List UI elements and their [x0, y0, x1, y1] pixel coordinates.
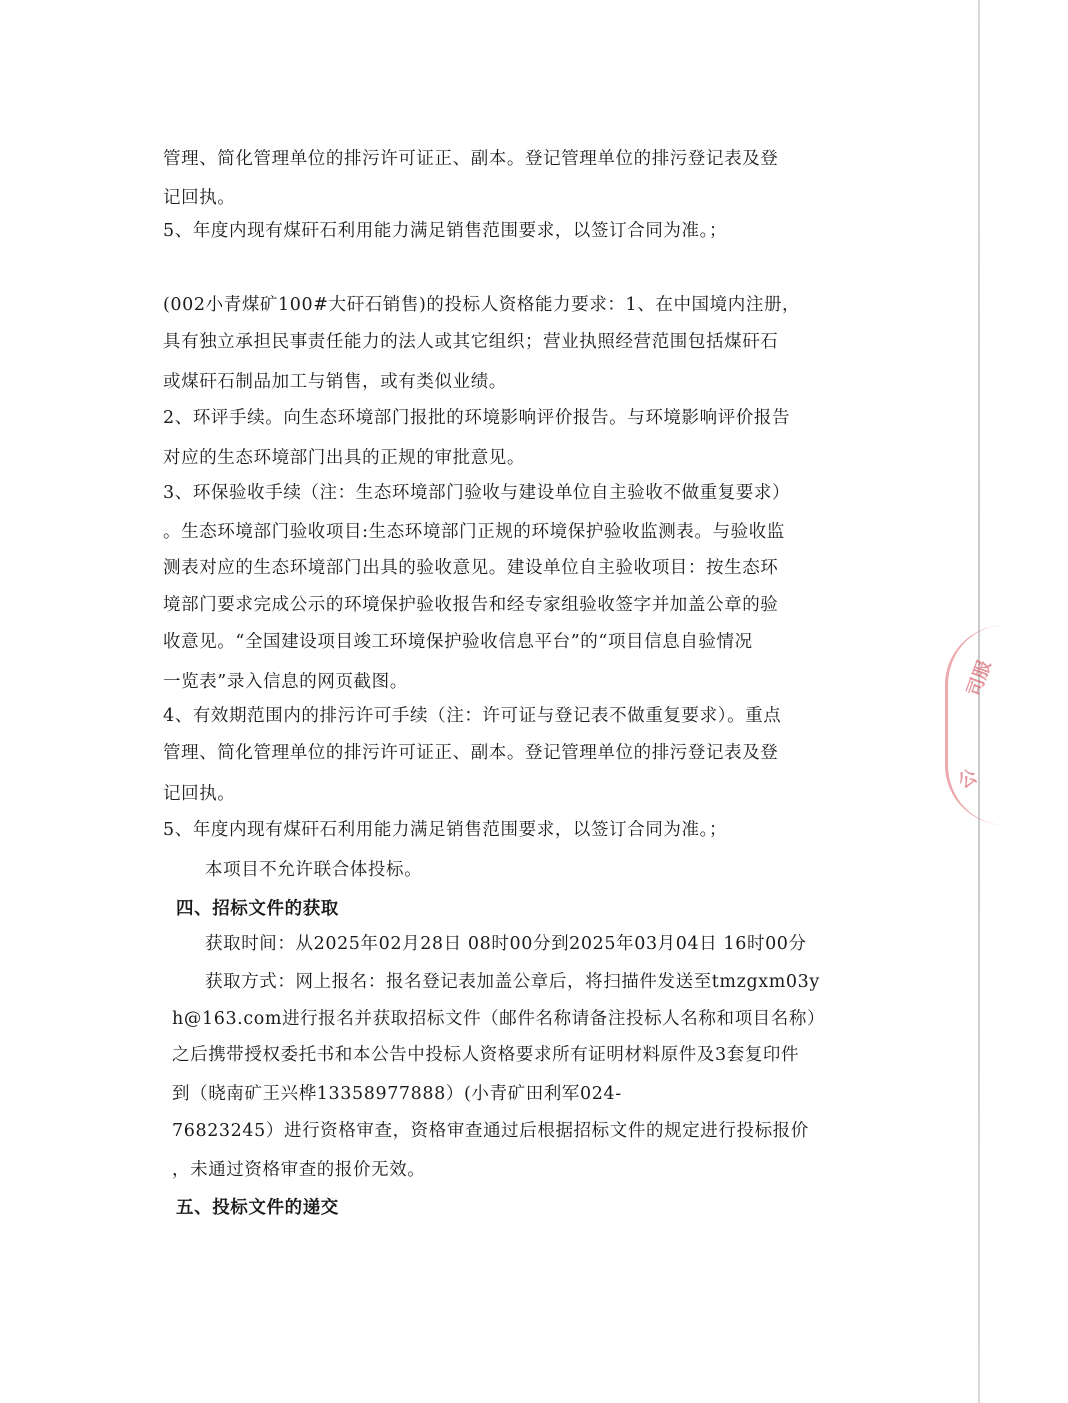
text-line: 。生态环境部门验收项目:生态环境部门正规的环境保护验收监测表。与验收监 [163, 522, 785, 542]
stamp-text: 司服 [963, 658, 996, 700]
text-line: 获取时间：从2025年02月28日 08时00分到2025年03月04日 16时00分 [205, 934, 807, 954]
text-line: 对应的生态环境部门出具的正规的审批意见。 [163, 448, 525, 468]
text-line: 获取方式：网上报名：报名登记表加盖公章后，将扫描件发送至tmzgxm03y [205, 972, 820, 992]
text-line: 本项目不允许联合体投标。 [205, 860, 423, 880]
text-line: 境部门要求完成公示的环境保护验收报告和经专家组验收签字并加盖公章的验 [163, 595, 779, 615]
stamp-text: 公 [954, 765, 981, 793]
text-line: 收意见。“全国建设项目竣工环境保护验收信息平台”的“项目信息自验情况 [163, 632, 753, 652]
text-line: 具有独立承担民事责任能力的法人或其它组织；营业执照经营范围包括煤矸石 [163, 332, 779, 352]
red-seal-stamp [945, 625, 1068, 825]
text-line: 管理、简化管理单位的排污许可证正、副本。登记管理单位的排污登记表及登 [163, 149, 779, 169]
text-line: 管理、简化管理单位的排污许可证正、副本。登记管理单位的排污登记表及登 [163, 743, 779, 763]
text-line: ，未通过资格审查的报价无效。 [172, 1160, 426, 1180]
section-heading: 四、招标文件的获取 [176, 899, 339, 919]
text-line: 5、年度内现有煤矸石利用能力满足销售范围要求，以签订合同为准。； [163, 820, 728, 840]
text-line: 2、环评手续。向生态环境部门报批的环境影响评价报告。与环境影响评价报告 [163, 408, 791, 428]
text-line: 测表对应的生态环境部门出具的验收意见。建设单位自主验收项目：按生态环 [163, 558, 779, 578]
text-line: 一览表”录入信息的网页截图。 [163, 672, 408, 692]
text-line: 记回执。 [163, 188, 236, 208]
text-line: 之后携带授权委托书和本公告中投标人资格要求所有证明材料原件及3套复印件 [172, 1045, 800, 1065]
text-line: 到（晓南矿王兴桦13358977888）(小青矿田利军024- [172, 1084, 622, 1104]
text-line: 记回执。 [163, 784, 236, 804]
text-line: 5、年度内现有煤矸石利用能力满足销售范围要求，以签订合同为准。； [163, 221, 728, 241]
text-line: 3、环保验收手续（注：生态环境部门验收与建设单位自主验收不做重复要求） [163, 483, 791, 503]
text-line: h@163.com进行报名并获取招标文件（邮件名称请备注投标人名称和项目名称） [172, 1009, 826, 1029]
section-heading: 五、投标文件的递交 [176, 1198, 339, 1218]
text-line: 或煤矸石制品加工与销售，或有类似业绩。 [163, 372, 507, 392]
text-line: 4、有效期范围内的排污许可手续（注：许可证与登记表不做重复要求）。重点 [163, 706, 782, 726]
text-line: (002小青煤矿100#大矸石销售)的投标人资格能力要求：1、在中国境内注册， [163, 295, 801, 315]
text-line: 76823245）进行资格审查，资格审查通过后根据招标文件的规定进行投标报价 [172, 1121, 809, 1141]
